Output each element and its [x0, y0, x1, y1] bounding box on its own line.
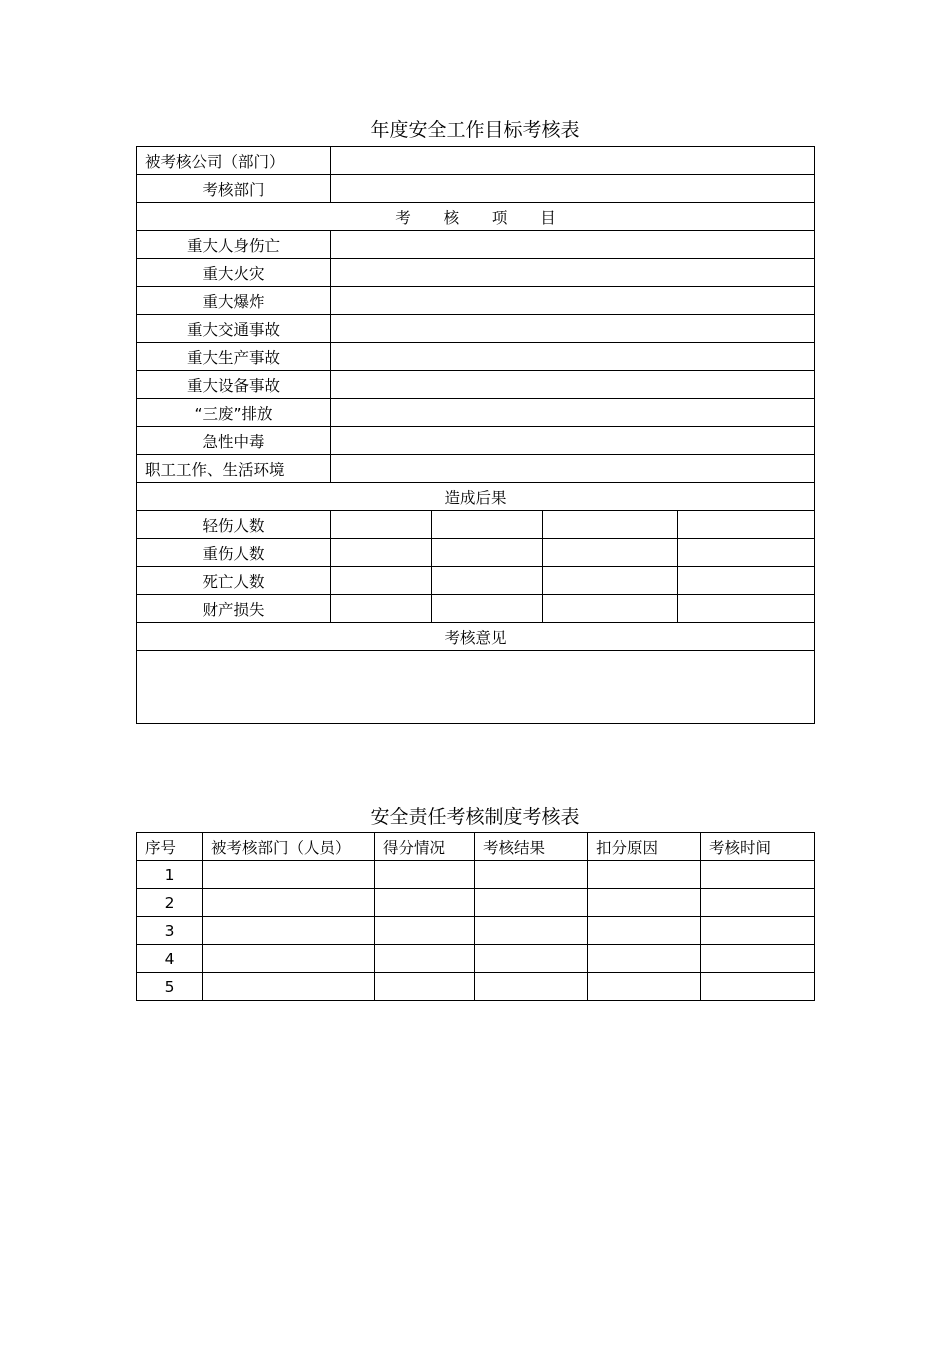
table-cell[interactable]: [375, 917, 475, 945]
consequence-cell[interactable]: [331, 595, 432, 623]
consequence-cell[interactable]: [331, 511, 432, 539]
annual-safety-assessment-table: [136, 146, 815, 724]
item-input-cell[interactable]: [331, 455, 815, 483]
consequence-cell[interactable]: [543, 511, 678, 539]
item-label: 重大火灾: [137, 259, 331, 287]
table-cell[interactable]: [701, 945, 815, 973]
item-label: 重大人身伤亡: [137, 231, 331, 259]
consequence-cell[interactable]: [432, 567, 543, 595]
table-row: [137, 861, 815, 889]
table-cell[interactable]: [203, 973, 375, 1001]
item-row: [137, 399, 815, 427]
table-cell[interactable]: [475, 917, 588, 945]
item-label: 重大设备事故: [137, 371, 331, 399]
item-label: 职工工作、生活环境: [137, 455, 331, 483]
opinion-header-row: [137, 623, 815, 651]
dept-input-cell[interactable]: [331, 175, 815, 203]
item-row: [137, 231, 815, 259]
form1-title: 年度安全工作目标考核表: [370, 119, 580, 141]
table-cell[interactable]: [701, 889, 815, 917]
table-cell[interactable]: [475, 889, 588, 917]
consequence-cell[interactable]: [543, 567, 678, 595]
table-cell[interactable]: [203, 861, 375, 889]
column-header-result: 考核结果: [475, 833, 588, 861]
consequences-header-row: [137, 483, 815, 511]
table-row: [137, 917, 815, 945]
item-label: “三废”排放: [137, 399, 331, 427]
item-row: [137, 259, 815, 287]
table-cell[interactable]: [475, 861, 588, 889]
table-cell[interactable]: [475, 945, 588, 973]
item-row: [137, 455, 815, 483]
item-input-cell[interactable]: [331, 427, 815, 455]
consequence-cell[interactable]: [432, 539, 543, 567]
consequence-row: [137, 595, 815, 623]
table-cell[interactable]: [588, 917, 701, 945]
opinion-input-cell[interactable]: [137, 651, 815, 724]
consequence-label: 重伤人数: [137, 539, 331, 567]
consequence-cell[interactable]: [678, 567, 815, 595]
row-number: 1: [137, 861, 203, 889]
consequence-label: 财产损失: [137, 595, 331, 623]
table-cell[interactable]: [203, 917, 375, 945]
items-header-row: [137, 203, 815, 231]
item-label: 重大交通事故: [137, 315, 331, 343]
responsibility-assessment-table: [136, 832, 815, 1001]
column-header-time: 考核时间: [701, 833, 815, 861]
table-row: [137, 945, 815, 973]
item-label: 急性中毒: [137, 427, 331, 455]
dept-label: 考核部门: [137, 175, 331, 203]
table-cell[interactable]: [588, 861, 701, 889]
table-cell[interactable]: [588, 945, 701, 973]
item-input-cell[interactable]: [331, 287, 815, 315]
opinion-header: 考核意见: [137, 623, 815, 651]
row-number: 5: [137, 973, 203, 1001]
table-cell[interactable]: [701, 917, 815, 945]
item-label: 重大爆炸: [137, 287, 331, 315]
table-cell[interactable]: [588, 889, 701, 917]
consequence-cell[interactable]: [678, 539, 815, 567]
table-cell[interactable]: [375, 945, 475, 973]
consequence-cell[interactable]: [331, 539, 432, 567]
table-cell[interactable]: [701, 861, 815, 889]
row-number: 2: [137, 889, 203, 917]
item-row: [137, 287, 815, 315]
item-input-cell[interactable]: [331, 259, 815, 287]
items-header: 考 核 项 目: [137, 203, 815, 231]
consequence-cell[interactable]: [678, 511, 815, 539]
consequence-cell[interactable]: [432, 511, 543, 539]
dept-row: [137, 175, 815, 203]
consequence-label: 轻伤人数: [137, 511, 331, 539]
item-row: [137, 427, 815, 455]
item-row: [137, 343, 815, 371]
consequence-row: [137, 567, 815, 595]
consequence-label: 死亡人数: [137, 567, 331, 595]
item-input-cell[interactable]: [331, 343, 815, 371]
table-cell[interactable]: [203, 889, 375, 917]
consequence-cell[interactable]: [678, 595, 815, 623]
table-row: [137, 889, 815, 917]
table-cell[interactable]: [475, 973, 588, 1001]
opinion-row: [137, 651, 815, 724]
row-number: 3: [137, 917, 203, 945]
column-header-department: 被考核部门（人员）: [203, 833, 375, 861]
consequence-cell[interactable]: [432, 595, 543, 623]
row-number: 4: [137, 945, 203, 973]
column-header-index: 序号: [137, 833, 203, 861]
table-cell[interactable]: [203, 945, 375, 973]
consequence-cell[interactable]: [331, 567, 432, 595]
consequence-row: [137, 539, 815, 567]
consequence-row: [137, 511, 815, 539]
column-header-score: 得分情况: [375, 833, 475, 861]
table-cell[interactable]: [701, 973, 815, 1001]
table-cell[interactable]: [375, 973, 475, 1001]
consequence-cell[interactable]: [543, 539, 678, 567]
column-header-deduction-reason: 扣分原因: [588, 833, 701, 861]
item-row: [137, 315, 815, 343]
table-cell[interactable]: [375, 861, 475, 889]
consequence-cell[interactable]: [543, 595, 678, 623]
table-row: [137, 973, 815, 1001]
company-row: [137, 147, 815, 175]
table-cell[interactable]: [375, 889, 475, 917]
table-cell[interactable]: [588, 973, 701, 1001]
consequences-header: 造成后果: [137, 483, 815, 511]
item-input-cell[interactable]: [331, 315, 815, 343]
item-input-cell[interactable]: [331, 231, 815, 259]
item-label: 重大生产事故: [137, 343, 331, 371]
item-input-cell[interactable]: [331, 371, 815, 399]
company-label: 被考核公司（部门）: [137, 147, 331, 175]
item-input-cell[interactable]: [331, 399, 815, 427]
company-input-cell[interactable]: [331, 147, 815, 175]
header-row: [137, 833, 815, 861]
item-row: [137, 371, 815, 399]
form2-title: 安全责任考核制度考核表: [370, 806, 580, 828]
